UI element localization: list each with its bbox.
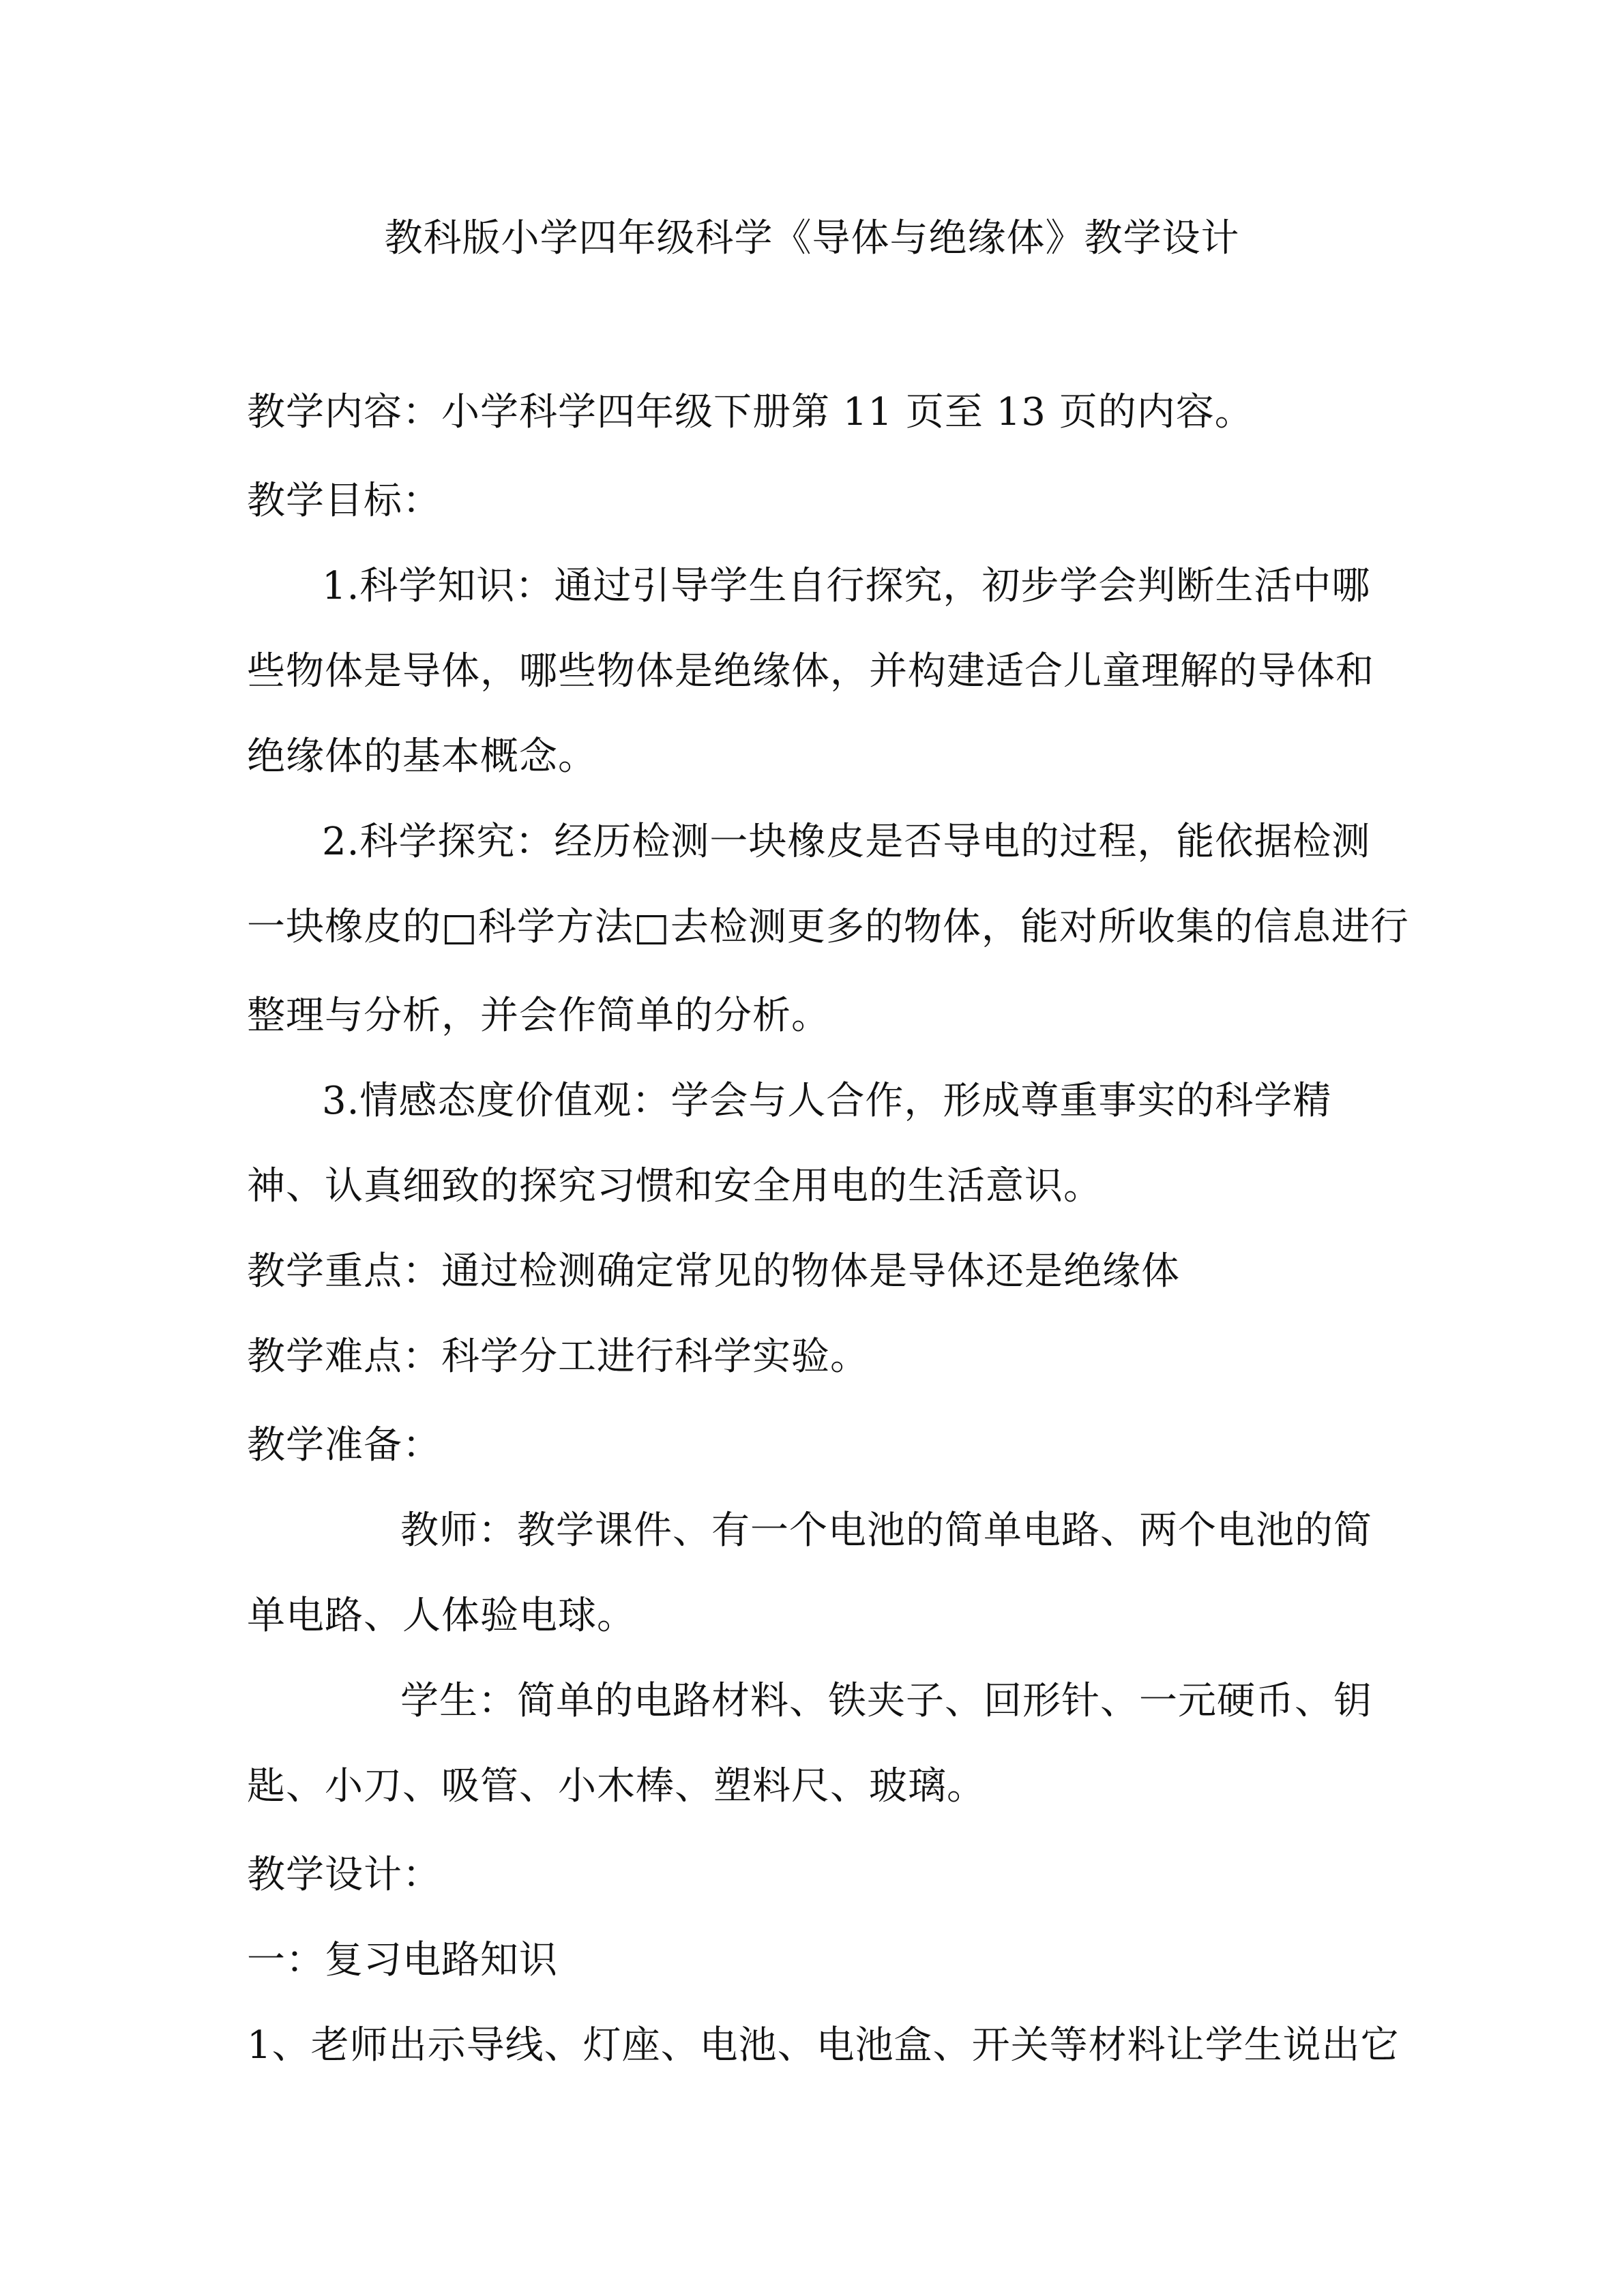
goal-1-line-1: 1.科学知识：通过引导学生自行探究，初步学会判断生活中哪 — [322, 564, 1371, 608]
teaching-goals-heading: 教学目标： — [247, 479, 441, 523]
goal-3-line-2: 神、认真细致的探究习惯和安全用电的生活意识。 — [247, 1164, 1102, 1208]
preparation-heading: 教学准备： — [247, 1423, 441, 1467]
goal-1-line-3: 绝缘体的基本概念。 — [247, 734, 597, 779]
teacher-prep-line-1: 教师：教学课件、有一个电池的简单电路、两个电池的简 — [400, 1508, 1372, 1553]
section-1-heading: 一：复习电路知识 — [247, 1938, 558, 1982]
difficulties-line: 教学难点：科学分工进行科学实验。 — [247, 1335, 869, 1379]
design-heading: 教学设计： — [247, 1853, 441, 1897]
goal-3-line-1: 3.情感态度价值观：学会与人合作，形成尊重事实的科学精 — [322, 1079, 1332, 1123]
section-1-item-1: 1、老师出示导线、灯座、电池、电池盒、开关等材料让学生说出它 — [247, 2023, 1400, 2068]
goal-2-line-2: 一块橡皮的□科学方法□去检测更多的物体，能对所收集的信息进行 — [247, 905, 1409, 949]
goal-2-line-3: 整理与分析，并会作简单的分析。 — [247, 994, 830, 1038]
goal-2-line-1: 2.科学探究：经历检测一块橡皮是否导电的过程，能依据检测 — [322, 820, 1371, 864]
goal-1-line-2: 些物体是导体，哪些物体是绝缘体，并构建适合儿童理解的导体和 — [247, 649, 1374, 694]
document-title: 教科版小学四年级科学《导体与绝缘体》教学设计 — [384, 216, 1240, 260]
student-prep-line-2: 匙、小刀、吸管、小木棒、塑料尺、玻璃。 — [247, 1764, 986, 1808]
key-points-line: 教学重点：通过检测确定常见的物体是导体还是绝缘体 — [247, 1249, 1180, 1294]
teacher-prep-line-2: 单电路、人体验电球。 — [247, 1594, 636, 1638]
teaching-content-line: 教学内容：小学科学四年级下册第 11 页至 13 页的内容。 — [247, 390, 1254, 434]
student-prep-line-1: 学生：简单的电路材料、铁夹子、回形针、一元硬币、钥 — [400, 1679, 1372, 1723]
